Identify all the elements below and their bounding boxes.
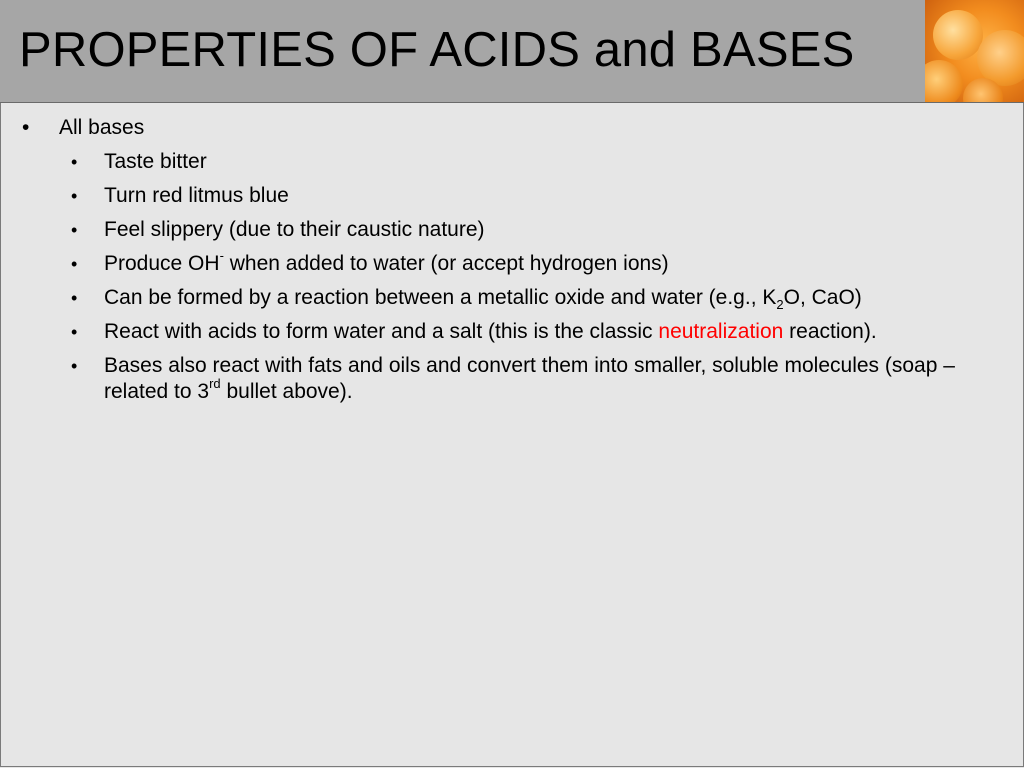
list-item <box>0 115 1000 141</box>
bullet-icon: • <box>71 288 78 308</box>
list-item <box>0 149 1000 175</box>
bullet-icon: • <box>71 186 78 206</box>
superscript: - <box>219 248 224 263</box>
list-item-text: All bases <box>59 116 145 139</box>
list-item-text: Bases also react with fats and oils and convert them into smaller, soluble molecules (soap – related to 3 <box>104 354 955 403</box>
list-item-text: React with acids to form water and a salt (this is the classic <box>104 320 659 343</box>
subscript: 2 <box>776 297 784 313</box>
list-item-text: reaction). <box>783 320 877 343</box>
bullet-icon: • <box>71 254 78 274</box>
superscript: rd <box>209 376 221 391</box>
bullet-icon: • <box>22 116 30 139</box>
list-item <box>0 353 1000 405</box>
list-item-text: bullet above). <box>220 380 353 403</box>
list-item <box>0 217 1000 243</box>
slide-header <box>0 0 1024 103</box>
list-item-text: Can be formed by a reaction between a metallic oxide and water (e.g., K <box>104 286 777 309</box>
list-item <box>0 183 1000 209</box>
orange-pills-image <box>925 0 1024 102</box>
list-item-text: Turn red litmus blue <box>104 184 289 207</box>
slide-title: PROPERTIES OF ACIDS and BASES <box>19 23 855 77</box>
list-item-text: Feel slippery (due to their caustic nature) <box>104 218 485 241</box>
bullet-icon: • <box>71 356 78 376</box>
list-item-text: Taste bitter <box>104 150 207 173</box>
bullet-icon: • <box>71 220 78 240</box>
list-item <box>0 319 1000 345</box>
list-item-text: O, CaO) <box>783 286 862 309</box>
bullet-icon: • <box>71 322 78 342</box>
list-item-text: when added to water (or accept hydrogen ions) <box>223 252 669 275</box>
list-item <box>0 248 1000 277</box>
highlighted-term: neutralization <box>658 320 784 343</box>
list-item <box>0 285 1000 311</box>
bullet-icon: • <box>71 152 78 172</box>
list-item-text: Produce OH <box>104 252 220 275</box>
bullet-list <box>0 115 1000 413</box>
